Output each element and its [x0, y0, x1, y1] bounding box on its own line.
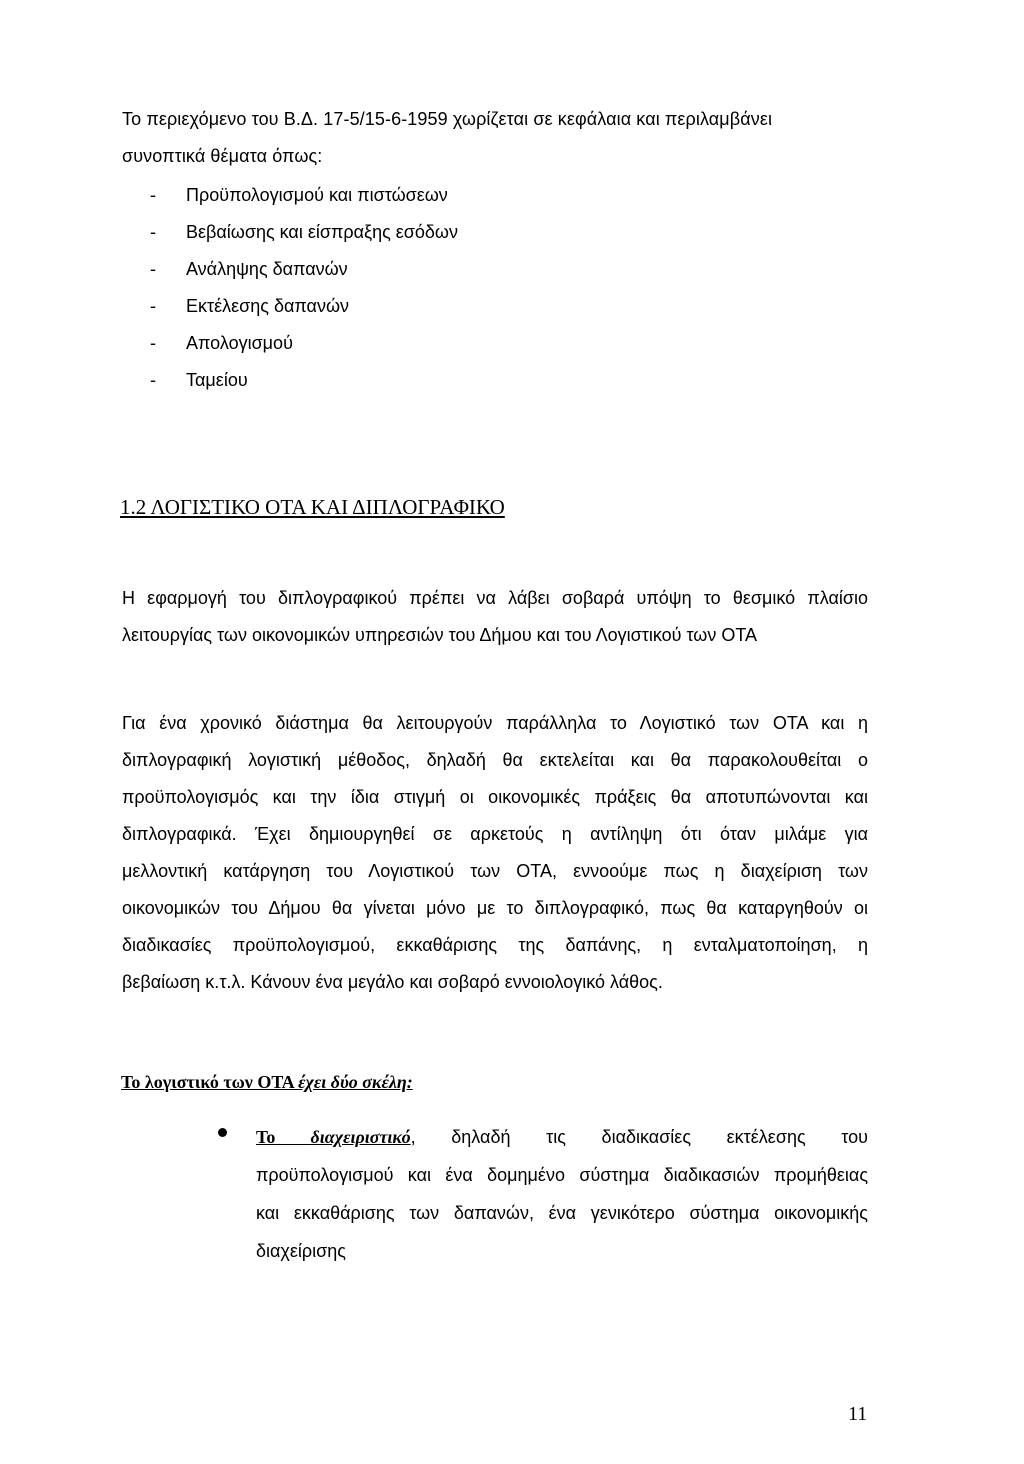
- bullet-line: και εκκαθάρισης των δαπανών, ένα γενικότερο σύστημα οικονομικής: [256, 1203, 868, 1223]
- topic-label: Προϋπολογισμού και πιστώσεων: [186, 185, 448, 205]
- paragraph-2: [122, 705, 868, 1001]
- topic-item: [150, 258, 348, 280]
- paragraph-line: οικονομικών του Δήμου θα γίνεται μόνο με το διπλογραφικό, πως θα καταργηθούν οι: [122, 898, 868, 918]
- topic-label: Βεβαίωσης και είσπραξης εσόδων: [186, 222, 458, 242]
- topic-label: Ανάληψης δαπανών: [186, 259, 348, 279]
- topic-item: [150, 221, 458, 243]
- bullet-item: [256, 1118, 868, 1270]
- dash-marker: -: [150, 370, 156, 390]
- bullet-line: προϋπολογισμού και ένα δομημένο σύστημα διαδικασιών προμήθειας: [256, 1165, 868, 1185]
- page-number: 11: [848, 1403, 868, 1425]
- bullet-line-1-rest: , δηλαδή τις διαδικασίες εκτέλεσης του: [410, 1127, 868, 1147]
- bullet-icon: [218, 1128, 227, 1137]
- section-heading: 1.2 ΛΟΓΙΣΤΙΚΟ ΟΤΑ ΚΑΙ ΔΙΠΛΟΓΡΑΦΙΚΟ: [120, 495, 505, 519]
- dash-marker: -: [150, 333, 156, 353]
- paragraph-line: διπλογραφική λογιστική μέθοδος, δηλαδή θα εκτελείται και θα παρακολουθείται ο: [122, 750, 868, 770]
- bullet-term-part-1: Το: [256, 1127, 311, 1147]
- paragraph-line: Για ένα χρονικό διάστημα θα λειτουργούν παράλληλα το Λογιστικό των ΟΤΑ και η: [122, 713, 868, 733]
- bullet-line: [256, 1118, 868, 1156]
- subheading: [121, 1071, 413, 1093]
- topic-label: Ταμείου: [186, 370, 248, 390]
- topic-item: [150, 184, 448, 206]
- intro-line-2: συνοπτικά θέματα όπως:: [122, 146, 323, 166]
- paragraph-line: μελλοντική κατάργηση του Λογιστικού των ΟΤΑ, εννοούμε πως η διαχείριση των: [122, 861, 868, 881]
- dash-marker: -: [150, 185, 156, 205]
- topic-item: [150, 295, 349, 317]
- topic-label: Εκτέλεσης δαπανών: [186, 296, 350, 316]
- dash-marker: -: [150, 222, 156, 242]
- subheading-part-2: έχει δύο σκέλη:: [298, 1072, 413, 1092]
- bullet-line: διαχείρισης: [256, 1241, 346, 1261]
- paragraph-line: Η εφαρμογή του διπλογραφικού πρέπει να λάβει σοβαρά υπόψη το θεσμικό πλαίσιο: [122, 588, 868, 608]
- dash-marker: -: [150, 259, 156, 279]
- paragraph-line: βεβαίωση κ.τ.λ. Κάνουν ένα μεγάλο και σοβαρό εννοιολογικό λάθος.: [122, 972, 663, 992]
- topic-item: [150, 369, 248, 391]
- paragraph-line: διπλογραφικά. Έχει δημιουργηθεί σε αρκετούς η αντίληψη ότι όταν μιλάμε για: [122, 824, 868, 844]
- intro-line-1: Το περιεχόμενο του Β.Δ. 17-5/15-6-1959 χωρίζεται σε κεφάλαια και περιλαμβάνει: [122, 109, 773, 129]
- subheading-part-1: Το λογιστικό των ΟΤΑ: [121, 1072, 299, 1092]
- topic-item: [150, 332, 293, 354]
- dash-marker: -: [150, 296, 156, 316]
- paragraph-line: προϋπολογισμός και την ίδια στιγμή οι οικονομικές πράξεις θα αποτυπώνονται και: [122, 787, 868, 807]
- paragraph-1: [122, 580, 868, 654]
- paragraph-line: διαδικασίες προϋπολογισμού, εκκαθάρισης της δαπάνης, η ενταλματοποίηση, η: [122, 935, 868, 955]
- bullet-term: [256, 1127, 411, 1147]
- paragraph-line: λειτουργίας των οικονομικών υπηρεσιών του Δήμου και του Λογιστικού των ΟΤΑ: [122, 625, 758, 645]
- topic-label: Απολογισμού: [186, 333, 293, 353]
- bullet-term-part-2: διαχειριστικό: [310, 1127, 411, 1147]
